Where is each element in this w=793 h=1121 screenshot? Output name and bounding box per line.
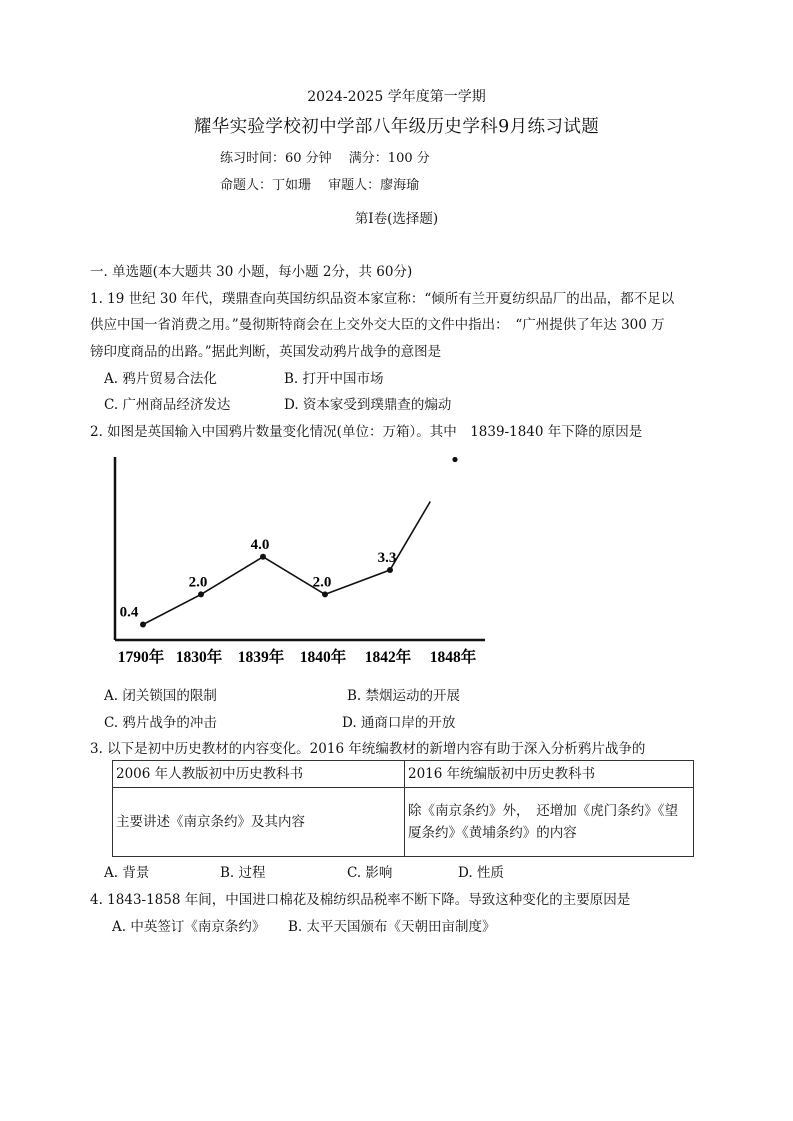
x-tick-label: 1830年 xyxy=(175,649,223,666)
x-tick-label: 1840年 xyxy=(299,649,347,666)
q4-option-a[interactable]: A. 中英签订《南京条约》 xyxy=(112,919,266,935)
data-point xyxy=(452,457,457,462)
q4-option-b[interactable]: B. 太平天国颁布《天朝田亩制度》 xyxy=(288,919,496,935)
table-cell-2006: 主要讲述《南京条约》及其内容 xyxy=(113,788,405,857)
table-header-2006: 2006 年人教版初中历史教科书 xyxy=(113,761,405,788)
q4-stem: 4. 1843-1858 年间，中国进口棉花及棉纺织品税率不断下降。导致这种变化的主要原因是 xyxy=(90,892,631,908)
table-cell-2016-line2: 厦条约》《黄埔条约》的内容 xyxy=(408,825,577,841)
table-row xyxy=(113,761,694,788)
q1-option-a[interactable]: A. 鸦片贸易合法化 xyxy=(104,371,217,387)
q2-option-d[interactable]: D. 通商口岸的开放 xyxy=(342,715,456,731)
q3-option-a[interactable]: A. 背景 xyxy=(104,865,150,881)
q2-option-a[interactable]: A. 闭关锁国的限制 xyxy=(104,688,217,704)
data-label: 2.0 xyxy=(188,574,208,591)
data-point xyxy=(322,591,328,597)
q1-option-d[interactable]: D. 资本家受到璞鼎查的煽动 xyxy=(284,397,452,413)
data-point xyxy=(140,621,146,627)
table-row xyxy=(113,788,694,857)
textbook-comparison-table xyxy=(112,760,694,857)
data-label: 0.4 xyxy=(119,604,139,621)
q1-option-b[interactable]: B. 打开中国市场 xyxy=(284,371,384,387)
data-point xyxy=(198,591,204,597)
q3-option-d[interactable]: D. 性质 xyxy=(458,865,504,881)
q3-option-c[interactable]: C. 影响 xyxy=(347,865,393,881)
opium-import-chart xyxy=(105,452,495,672)
x-tick-label: 1839年 xyxy=(237,649,285,666)
q1-line1: 1. 19 世纪 30 年代，璞鼎查向英国纺织品资本家宣称：“倾所有兰开夏纺织品厂的出品，都不足以 xyxy=(90,291,675,307)
table-cell-2016 xyxy=(405,788,694,857)
q3-option-b[interactable]: B. 过程 xyxy=(220,865,266,881)
part-heading: 一. 单选题(本大题共 30 小题，每小题 2分，共 60分) xyxy=(90,264,413,280)
q2-stem: 2. 如图是英国输入中国鸦片数量变化情况(单位：万箱）。其中 1839-1840 年下降的原因是 xyxy=(90,424,643,440)
q1-line3: 镑印度商品的出路。”据此判断，英国发动鸦片战争的意图是 xyxy=(90,344,442,360)
data-label: 2.0 xyxy=(312,574,332,591)
page-title: 耀华实验学校初中学部八年级历史学科9月练习试题 xyxy=(193,117,600,137)
q2-option-c[interactable]: C. 鸦片战争的冲击 xyxy=(104,715,217,731)
x-tick-label: 1790年 xyxy=(117,649,165,666)
q1-option-c[interactable]: C. 广州商品经济发达 xyxy=(104,397,231,413)
table-cell-2016-line1: 除《南京条约》外， 还增加《虎门条约》《望 xyxy=(408,803,678,819)
term-line: 2024-2025 学年度第一学期 xyxy=(307,89,486,105)
author-info: 命题人：丁如珊 审题人：廖海瑜 xyxy=(220,178,420,193)
x-tick-label: 1848年 xyxy=(429,649,477,666)
section-title: 第Ⅰ卷(选择题) xyxy=(354,211,439,227)
table-header-2016: 2016 年统编版初中历史教科书 xyxy=(405,761,694,788)
data-point xyxy=(260,554,266,560)
time-info: 练习时间：60 分钟 满分：100 分 xyxy=(220,151,430,166)
data-label: 3.3 xyxy=(377,549,397,566)
q1-line2: 供应中国一省消费之用。”曼彻斯特商会在上交外交大臣的文件中指出： “广州提供了年达 300 万 xyxy=(90,317,665,333)
q2-option-b[interactable]: B. 禁烟运动的开展 xyxy=(347,688,461,704)
data-point xyxy=(387,567,393,573)
data-label: 4.0 xyxy=(250,536,270,553)
x-tick-label: 1842年 xyxy=(364,649,412,666)
q3-stem: 3. 以下是初中历史教材的内容变化。2016 年统编教材的新增内容有助于深入分析鸦片战争的 xyxy=(90,741,646,757)
